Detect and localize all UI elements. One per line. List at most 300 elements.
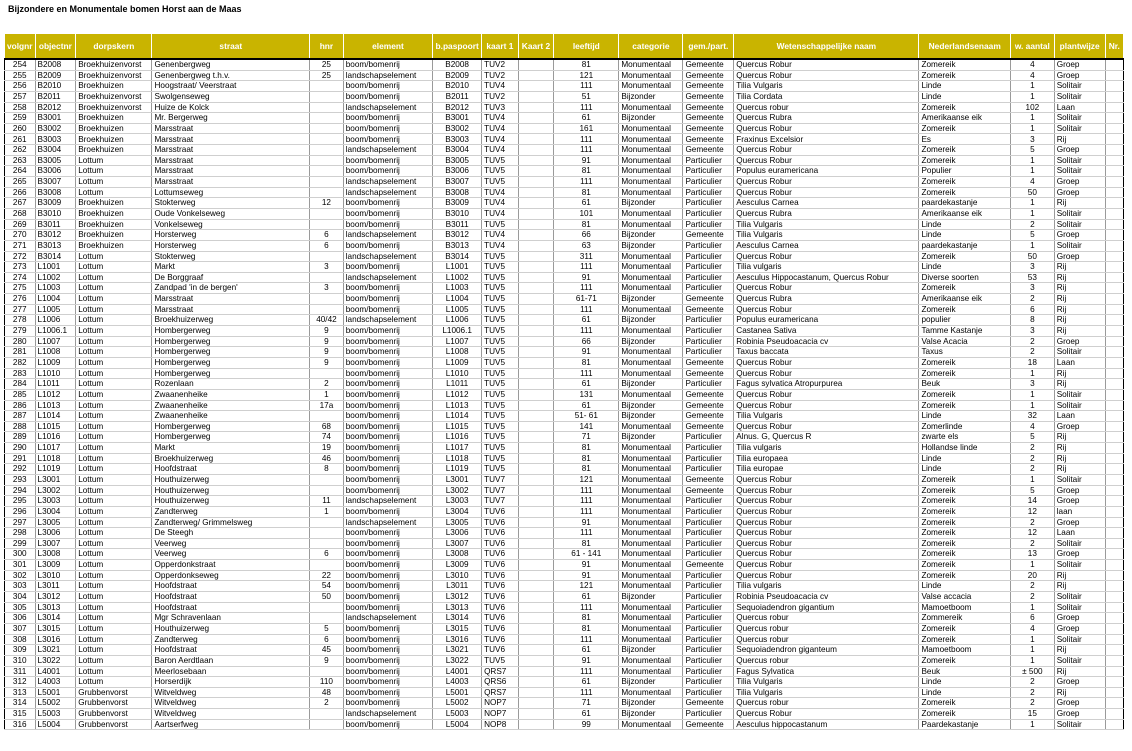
cell-paspoort: L3005 [433,517,482,528]
cell-gem-part: Particulier [683,655,734,666]
cell-plantwijze: Rij [1054,304,1105,315]
cell-objectnr: L4003 [35,677,76,688]
cell-kaart2 [518,613,554,624]
cell-kaart1: NOP7 [482,709,519,720]
cell-wetenschappelijke-naam: Taxus baccata [734,347,919,358]
cell-kaart2 [518,677,554,688]
cell-paspoort: B3010 [433,208,482,219]
cell-objectnr: B2010 [35,81,76,92]
cell-categorie: Monumentaal [619,368,683,379]
cell-hnr: 19 [310,443,344,454]
cell-nederlandsenaam: Taxus [919,347,1011,358]
cell-gem-part: Particulier [683,432,734,443]
cell-straat: Zandterweg [152,634,310,645]
cell-dorpskern: Lottum [76,677,152,688]
cell-gem-part: Particulier [683,208,734,219]
cell-gem-part: Particulier [683,219,734,230]
cell-straat: Hombergerweg [152,421,310,432]
cell-gem-part: Gemeente [683,411,734,422]
cell-volgnr: 299 [5,538,36,549]
cell-nederlandsenaam: Zomereik [919,538,1011,549]
table-row [5,698,1124,709]
cell-hnr: 25 [310,70,344,81]
col-header-plantwijze: plantwijze [1054,34,1105,60]
cell-nr [1105,187,1123,198]
cell-gem-part: Particulier [683,251,734,262]
cell-kaart1: TUV5 [482,389,519,400]
table-row [5,528,1124,539]
cell-gem-part: Particulier [683,272,734,283]
cell-volgnr: 316 [5,719,36,730]
cell-kaart1: TUV4 [482,113,519,124]
table-row [5,411,1124,422]
cell-leeftijd: 99 [554,719,619,730]
cell-plantwijze: Rij [1054,379,1105,390]
cell-leeftijd: 101 [554,208,619,219]
cell-kaart2 [518,528,554,539]
cell-objectnr: L3005 [35,517,76,528]
cell-categorie: Monumentaal [619,155,683,166]
cell-hnr: 6 [310,240,344,251]
cell-categorie: Monumentaal [619,123,683,134]
cell-categorie: Monumentaal [619,655,683,666]
cell-dorpskern: Lottum [76,262,152,273]
cell-straat: Hombergerweg [152,357,310,368]
cell-volgnr: 305 [5,602,36,613]
cell-hnr: 11 [310,496,344,507]
cell-categorie: Bijzonder [619,709,683,720]
cell-wetenschappelijke-naam: Quercus Robur [734,123,919,134]
cell-dorpskern: Lottum [76,666,152,677]
cell-nr [1105,240,1123,251]
cell-aantal: 1 [1010,81,1054,92]
cell-straat: Markt [152,262,310,273]
cell-gem-part: Gemeente [683,368,734,379]
cell-element: landschapselement [343,613,433,624]
cell-hnr [310,91,344,102]
cell-kaart1: TUV6 [482,538,519,549]
cell-kaart2 [518,655,554,666]
cell-straat: Zandterweg [152,506,310,517]
cell-kaart2 [518,208,554,219]
cell-objectnr: L1006.1 [35,326,76,337]
cell-dorpskern: Lottum [76,655,152,666]
cell-element: boom/bomenrij [343,123,433,134]
cell-aantal: 2 [1010,517,1054,528]
cell-leeftijd: 111 [554,506,619,517]
cell-gem-part: Particulier [683,517,734,528]
cell-wetenschappelijke-naam: Quercus Robur [734,549,919,560]
cell-hnr: 9 [310,655,344,666]
cell-aantal: 2 [1010,464,1054,475]
cell-paspoort: B3011 [433,219,482,230]
cell-kaart2 [518,326,554,337]
table-row [5,102,1124,113]
cell-objectnr: L5003 [35,709,76,720]
cell-aantal: 20 [1010,570,1054,581]
cell-nederlandsenaam: paardekastanje [919,198,1011,209]
cell-kaart2 [518,421,554,432]
cell-kaart1: TUV2 [482,91,519,102]
cell-wetenschappelijke-naam: Quercus Robur [734,496,919,507]
cell-wetenschappelijke-naam: Tilia Vulgaris [734,411,919,422]
cell-categorie: Monumentaal [619,549,683,560]
cell-paspoort: L5003 [433,709,482,720]
cell-plantwijze: Rij [1054,283,1105,294]
cell-straat: Hombergerweg [152,347,310,358]
cell-plantwijze: Solitair [1054,166,1105,177]
cell-leeftijd: 63 [554,240,619,251]
cell-categorie: Monumentaal [619,453,683,464]
cell-nederlandsenaam: Zomereik [919,59,1011,70]
table-row [5,145,1124,156]
cell-volgnr: 294 [5,485,36,496]
cell-straat: Stokterweg [152,251,310,262]
cell-plantwijze: laan [1054,506,1105,517]
cell-hnr: 9 [310,357,344,368]
cell-straat: Hoofdstraat [152,592,310,603]
cell-objectnr: L1009 [35,357,76,368]
cell-plantwijze: Groep [1054,549,1105,560]
cell-kaart2 [518,411,554,422]
cell-plantwijze: Rij [1054,272,1105,283]
cell-nr [1105,400,1123,411]
cell-nederlandsenaam: Linde [919,464,1011,475]
cell-straat: Zwaanenheike [152,389,310,400]
cell-dorpskern: Lottum [76,315,152,326]
cell-wetenschappelijke-naam: Fagus Sylvatica [734,666,919,677]
cell-leeftijd: 81 [554,538,619,549]
cell-straat: Marsstraat [152,123,310,134]
cell-straat: Broekhuizerweg [152,315,310,326]
cell-volgnr: 275 [5,283,36,294]
cell-objectnr: L3022 [35,655,76,666]
cell-categorie: Monumentaal [619,538,683,549]
cell-straat: Zandterweg/ Grimmelsweg [152,517,310,528]
cell-kaart2 [518,687,554,698]
cell-kaart1: TUV4 [482,240,519,251]
cell-nr [1105,581,1123,592]
cell-wetenschappelijke-naam: Tilia Vulgaris [734,81,919,92]
cell-wetenschappelijke-naam: Aesculus Hippocastanum, Quercus Robur [734,272,919,283]
cell-volgnr: 282 [5,357,36,368]
cell-leeftijd: 91 [554,347,619,358]
cell-leeftijd: 81 [554,166,619,177]
table-row [5,581,1124,592]
cell-nr [1105,336,1123,347]
cell-aantal: 3 [1010,326,1054,337]
cell-nr [1105,592,1123,603]
cell-kaart1: QRS7 [482,687,519,698]
cell-plantwijze: Groep [1054,698,1105,709]
cell-objectnr: L3021 [35,645,76,656]
cell-plantwijze: Rij [1054,134,1105,145]
cell-dorpskern: Lottum [76,506,152,517]
cell-nr [1105,91,1123,102]
cell-leeftijd: 61 [554,113,619,124]
cell-nr [1105,698,1123,709]
cell-aantal: 3 [1010,262,1054,273]
cell-nederlandsenaam: Linde [919,81,1011,92]
table-row [5,432,1124,443]
cell-kaart2 [518,496,554,507]
cell-kaart1: NOP7 [482,698,519,709]
cell-kaart1: TUV5 [482,464,519,475]
cell-categorie: Bijzonder [619,400,683,411]
cell-nr [1105,262,1123,273]
cell-hnr [310,538,344,549]
cell-wetenschappelijke-naam: Aesculus hippocastanum [734,719,919,730]
cell-element: boom/bomenrij [343,155,433,166]
cell-straat: Veerweg [152,538,310,549]
cell-objectnr: B3014 [35,251,76,262]
cell-volgnr: 269 [5,219,36,230]
cell-nr [1105,304,1123,315]
cell-dorpskern: Lottum [76,368,152,379]
cell-wetenschappelijke-naam: Quercus Robur [734,421,919,432]
cell-element: boom/bomenrij [343,113,433,124]
cell-element: landschapselement [343,187,433,198]
cell-straat: Hombergerweg [152,336,310,347]
cell-leeftijd: 61 [554,198,619,209]
cell-straat: Opperdonkseweg [152,570,310,581]
cell-volgnr: 256 [5,81,36,92]
cell-volgnr: 268 [5,208,36,219]
table-row [5,538,1124,549]
cell-element: boom/bomenrij [343,283,433,294]
cell-plantwijze: Rij [1054,666,1105,677]
cell-nr [1105,198,1123,209]
cell-leeftijd: 111 [554,666,619,677]
cell-hnr: 68 [310,421,344,432]
cell-objectnr: L1012 [35,389,76,400]
cell-kaart1: QRS6 [482,677,519,688]
cell-gem-part: Particulier [683,602,734,613]
cell-straat: Veerweg [152,549,310,560]
cell-dorpskern: Lottum [76,581,152,592]
cell-volgnr: 292 [5,464,36,475]
cell-gem-part: Particulier [683,326,734,337]
cell-element: landschapselement [343,145,433,156]
cell-nederlandsenaam: Zomereik [919,496,1011,507]
cell-element: boom/bomenrij [343,485,433,496]
cell-aantal: 2 [1010,453,1054,464]
cell-element: boom/bomenrij [343,634,433,645]
cell-wetenschappelijke-naam: Quercus Robur [734,304,919,315]
cell-paspoort: L1007 [433,336,482,347]
cell-kaart1: TUV7 [482,496,519,507]
cell-plantwijze: Groep [1054,517,1105,528]
cell-plantwijze: Groep [1054,677,1105,688]
cell-hnr [310,304,344,315]
table-row [5,506,1124,517]
cell-nr [1105,432,1123,443]
cell-categorie: Monumentaal [619,251,683,262]
cell-kaart1: TUV5 [482,432,519,443]
cell-aantal: 1 [1010,645,1054,656]
cell-leeftijd: 81 [554,357,619,368]
cell-wetenschappelijke-naam: Quercus Robur [734,538,919,549]
table-row [5,294,1124,305]
cell-aantal: 1 [1010,208,1054,219]
table-row [5,59,1124,70]
cell-kaart1: TUV2 [482,70,519,81]
cell-paspoort: L1005 [433,304,482,315]
cell-straat: Aartserfweg [152,719,310,730]
cell-hnr: 12 [310,198,344,209]
cell-nr [1105,687,1123,698]
cell-gem-part: Gemeente [683,421,734,432]
cell-categorie: Bijzonder [619,113,683,124]
cell-nr [1105,453,1123,464]
cell-gem-part: Particulier [683,623,734,634]
cell-hnr [310,294,344,305]
cell-categorie: Monumentaal [619,602,683,613]
table-row [5,496,1124,507]
cell-volgnr: 276 [5,294,36,305]
table-row [5,187,1124,198]
cell-straat: Witveldweg [152,698,310,709]
cell-element: boom/bomenrij [343,198,433,209]
cell-volgnr: 264 [5,166,36,177]
cell-paspoort: B3007 [433,177,482,188]
cell-plantwijze: Solitair [1054,389,1105,400]
cell-nederlandsenaam: Zomereik [919,560,1011,571]
cell-nederlandsenaam: Zomereik [919,485,1011,496]
cell-straat: Genenbergweg t.h.v. [152,70,310,81]
cell-categorie: Bijzonder [619,592,683,603]
cell-dorpskern: Lottum [76,379,152,390]
cell-hnr [310,602,344,613]
cell-element: boom/bomenrij [343,549,433,560]
cell-aantal: 102 [1010,102,1054,113]
cell-straat: Rozenlaan [152,379,310,390]
cell-nr [1105,496,1123,507]
table-row [5,474,1124,485]
cell-element: boom/bomenrij [343,570,433,581]
cell-plantwijze: Solitair [1054,655,1105,666]
cell-dorpskern: Broekhuizen [76,134,152,145]
cell-straat: Huize de Kolck [152,102,310,113]
cell-hnr: 110 [310,677,344,688]
cell-dorpskern: Lottum [76,389,152,400]
cell-volgnr: 259 [5,113,36,124]
cell-kaart1: TUV5 [482,294,519,305]
cell-hnr: 45 [310,645,344,656]
cell-aantal: 1 [1010,368,1054,379]
cell-kaart2 [518,166,554,177]
cell-plantwijze: Solitair [1054,400,1105,411]
cell-volgnr: 273 [5,262,36,273]
cell-volgnr: 311 [5,666,36,677]
cell-categorie: Monumentaal [619,623,683,634]
cell-categorie: Monumentaal [619,421,683,432]
cell-nr [1105,655,1123,666]
cell-objectnr: B3003 [35,134,76,145]
cell-gem-part: Gemeente [683,91,734,102]
cell-gem-part: Gemeente [683,357,734,368]
cell-hnr: 17a [310,400,344,411]
cell-nr [1105,155,1123,166]
cell-wetenschappelijke-naam: Quercus Rubra [734,294,919,305]
cell-gem-part: Particulier [683,687,734,698]
cell-leeftijd: 81 [554,453,619,464]
table-row [5,655,1124,666]
cell-element: landschapselement [343,70,433,81]
cell-nederlandsenaam: Zomereik [919,187,1011,198]
cell-plantwijze: Groep [1054,70,1105,81]
cell-objectnr: L3013 [35,602,76,613]
cell-element: boom/bomenrij [343,474,433,485]
cell-kaart1: TUV5 [482,262,519,273]
cell-dorpskern: Lottum [76,570,152,581]
cell-plantwijze: Groep [1054,623,1105,634]
cell-nr [1105,709,1123,720]
cell-plantwijze: Groep [1054,177,1105,188]
cell-objectnr: L1011 [35,379,76,390]
cell-aantal: 5 [1010,145,1054,156]
cell-categorie: Monumentaal [619,634,683,645]
cell-gem-part: Particulier [683,240,734,251]
cell-dorpskern: Grubbenvorst [76,709,152,720]
cell-volgnr: 300 [5,549,36,560]
cell-paspoort: L1001 [433,262,482,273]
cell-gem-part: Particulier [683,336,734,347]
cell-wetenschappelijke-naam: Alnus. G, Quercus R [734,432,919,443]
cell-categorie: Monumentaal [619,570,683,581]
cell-gem-part: Gemeente [683,560,734,571]
cell-dorpskern: Lottum [76,304,152,315]
cell-hnr: 25 [310,59,344,70]
cell-wetenschappelijke-naam: Sequoiadendron gigantium [734,602,919,613]
cell-dorpskern: Broekhuizen [76,208,152,219]
cell-dorpskern: Lottum [76,272,152,283]
cell-paspoort: L3011 [433,581,482,592]
cell-categorie: Bijzonder [619,294,683,305]
cell-gem-part: Particulier [683,549,734,560]
cell-aantal: 5 [1010,432,1054,443]
cell-wetenschappelijke-naam: Quercus Rubra [734,113,919,124]
cell-kaart1: TUV6 [482,549,519,560]
cell-plantwijze: Solitair [1054,155,1105,166]
cell-kaart2 [518,177,554,188]
cell-plantwijze: Rij [1054,294,1105,305]
cell-kaart2 [518,81,554,92]
cell-element: boom/bomenrij [343,506,433,517]
cell-paspoort: B3013 [433,240,482,251]
cell-categorie: Monumentaal [619,528,683,539]
cell-wetenschappelijke-naam: Quercus Robur [734,145,919,156]
cell-gem-part: Gemeente [683,59,734,70]
cell-categorie: Monumentaal [619,560,683,571]
cell-nr [1105,347,1123,358]
cell-leeftijd: 91 [554,272,619,283]
cell-kaart2 [518,198,554,209]
cell-kaart1: TUV4 [482,198,519,209]
cell-nr [1105,613,1123,624]
cell-aantal: 14 [1010,496,1054,507]
cell-gem-part: Gemeente [683,145,734,156]
trees-table [4,33,1124,730]
cell-plantwijze: Rij [1054,581,1105,592]
cell-categorie: Monumentaal [619,70,683,81]
cell-paspoort: L3007 [433,538,482,549]
cell-nr [1105,389,1123,400]
cell-kaart1: TUV6 [482,613,519,624]
cell-leeftijd: 121 [554,581,619,592]
cell-gem-part: Particulier [683,177,734,188]
table-body [5,59,1124,730]
